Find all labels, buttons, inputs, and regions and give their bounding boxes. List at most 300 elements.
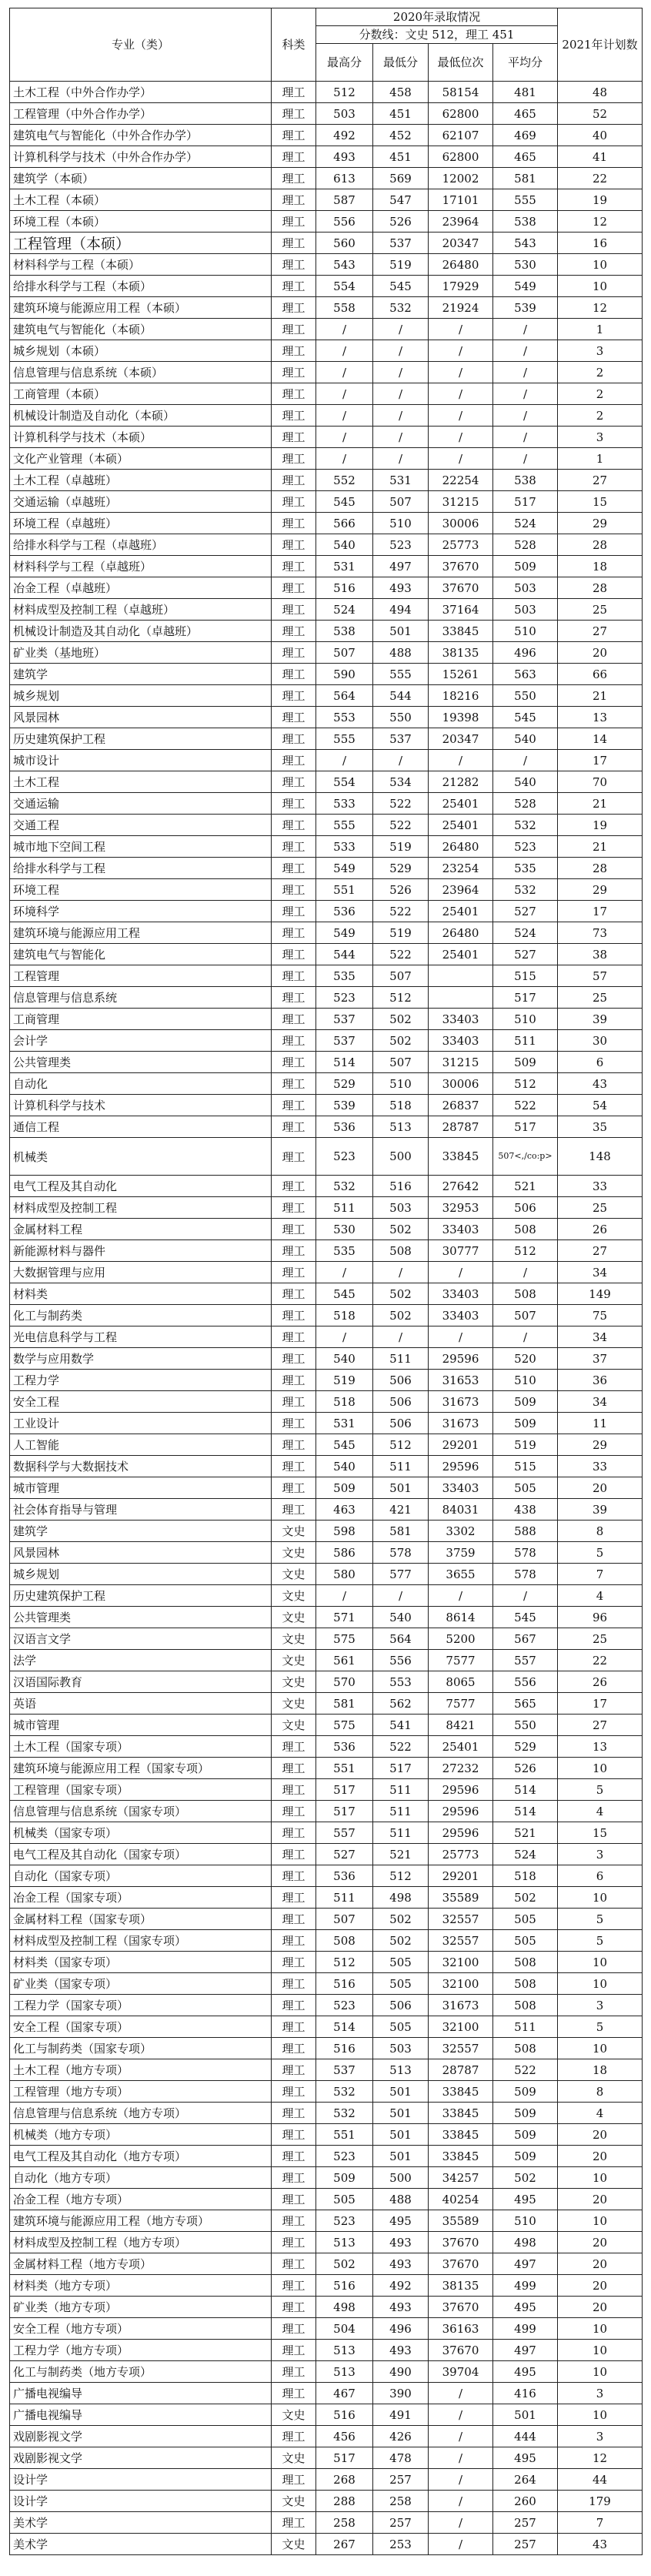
cell-max: 514 bbox=[316, 2016, 373, 2038]
cell-subject: 理工 bbox=[272, 513, 316, 534]
cell-avg: 444 bbox=[493, 2426, 558, 2447]
cell-max: 549 bbox=[316, 922, 373, 944]
cell-max: 587 bbox=[316, 189, 373, 211]
cell-subject: 理工 bbox=[272, 2210, 316, 2232]
cell-max: 512 bbox=[316, 82, 373, 103]
cell-min: 258 bbox=[373, 2491, 429, 2512]
cell-max: 552 bbox=[316, 470, 373, 491]
cell-max: 536 bbox=[316, 901, 373, 922]
cell-min: 257 bbox=[373, 2512, 429, 2534]
cell-major: 给排水科学与工程 bbox=[10, 858, 272, 879]
cell-avg: 515 bbox=[493, 1456, 558, 1477]
cell-major: 矿业类（国家专项） bbox=[10, 1973, 272, 1995]
cell-rank: / bbox=[429, 383, 493, 405]
cell-avg: 499 bbox=[493, 2318, 558, 2340]
cell-major: 工商管理（本硕） bbox=[10, 383, 272, 405]
cell-major: 公共管理类 bbox=[10, 1052, 272, 1073]
table-row bbox=[10, 276, 643, 297]
cell-major: 计算机科学与技术 bbox=[10, 1095, 272, 1116]
cell-avg: 465 bbox=[493, 146, 558, 168]
cell-max: 517 bbox=[316, 1801, 373, 1822]
cell-avg: 509 bbox=[493, 2103, 558, 2124]
table-row bbox=[10, 319, 643, 340]
table-row bbox=[10, 1628, 643, 1650]
cell-avg: 509 bbox=[493, 556, 558, 577]
cell-major: 安全工程 bbox=[10, 1391, 272, 1413]
cell-subject: 理工 bbox=[272, 987, 316, 1009]
cell-max: 288 bbox=[316, 2491, 373, 2512]
cell-subject: 理工 bbox=[272, 534, 316, 556]
cell-major: 设计学 bbox=[10, 2491, 272, 2512]
cell-plan: 28 bbox=[558, 577, 643, 599]
cell-max: 575 bbox=[316, 1628, 373, 1650]
cell-min: / bbox=[373, 405, 429, 427]
cell-max: 516 bbox=[316, 2038, 373, 2059]
cell-subject: 理工 bbox=[272, 2361, 316, 2383]
cell-subject: 文史 bbox=[272, 1521, 316, 1542]
cell-max: 551 bbox=[316, 1758, 373, 1779]
cell-major: 社会体育指导与管理 bbox=[10, 1499, 272, 1521]
cell-plan: 8 bbox=[558, 2081, 643, 2103]
cell-rank: 8065 bbox=[429, 1671, 493, 1693]
table-row bbox=[10, 146, 643, 168]
cell-major: 信息管理与信息系统（本硕） bbox=[10, 362, 272, 383]
cell-max: 498 bbox=[316, 2297, 373, 2318]
table-row bbox=[10, 2275, 643, 2297]
cell-min: 496 bbox=[373, 2318, 429, 2340]
table-row bbox=[10, 1030, 643, 1052]
cell-avg: 505 bbox=[493, 1477, 558, 1499]
cell-avg: 508 bbox=[493, 1219, 558, 1240]
cell-min: 522 bbox=[373, 944, 429, 965]
cell-subject: 理工 bbox=[272, 2297, 316, 2318]
table-row bbox=[10, 2491, 643, 2512]
cell-avg: / bbox=[493, 1326, 558, 1348]
cell-subject: 理工 bbox=[272, 211, 316, 233]
cell-avg: 514 bbox=[493, 1801, 558, 1822]
cell-rank: 12002 bbox=[429, 168, 493, 189]
cell-max: 537 bbox=[316, 1009, 373, 1030]
table-row bbox=[10, 793, 643, 815]
cell-plan: 25 bbox=[558, 599, 643, 621]
cell-rank: 25401 bbox=[429, 815, 493, 836]
cell-max: 507 bbox=[316, 1909, 373, 1930]
cell-max: / bbox=[316, 448, 373, 470]
cell-max: / bbox=[316, 1585, 373, 1607]
cell-rank: 17929 bbox=[429, 276, 493, 297]
cell-major: 工商管理 bbox=[10, 1009, 272, 1030]
cell-subject: 文史 bbox=[272, 2534, 316, 2555]
cell-min: 502 bbox=[373, 1305, 429, 1326]
cell-min: / bbox=[373, 1262, 429, 1283]
cell-plan: 28 bbox=[558, 534, 643, 556]
table-row bbox=[10, 707, 643, 728]
cell-subject: 理工 bbox=[272, 1413, 316, 1434]
cell-min: 577 bbox=[373, 1564, 429, 1585]
cell-avg: 550 bbox=[493, 1715, 558, 1736]
cell-major: 设计学 bbox=[10, 2469, 272, 2491]
cell-min: 512 bbox=[373, 987, 429, 1009]
cell-avg: 532 bbox=[493, 815, 558, 836]
cell-plan: 75 bbox=[558, 1305, 643, 1326]
cell-avg: / bbox=[493, 319, 558, 340]
table-row bbox=[10, 987, 643, 1009]
cell-major: 大数据管理与应用 bbox=[10, 1262, 272, 1283]
cell-min: 501 bbox=[373, 2146, 429, 2167]
cell-rank: 7577 bbox=[429, 1650, 493, 1671]
cell-rank: 62107 bbox=[429, 125, 493, 146]
cell-rank: 21924 bbox=[429, 297, 493, 319]
cell-rank: / bbox=[429, 2534, 493, 2555]
cell-plan: 54 bbox=[558, 1095, 643, 1116]
cell-plan: 20 bbox=[558, 2275, 643, 2297]
cell-min: 257 bbox=[373, 2469, 429, 2491]
table-row bbox=[10, 1434, 643, 1456]
cell-min: 507 bbox=[373, 491, 429, 513]
table-row bbox=[10, 2016, 643, 2038]
cell-avg: 578 bbox=[493, 1542, 558, 1564]
cell-min: 522 bbox=[373, 901, 429, 922]
cell-plan: 10 bbox=[558, 1758, 643, 1779]
table-row bbox=[10, 2426, 643, 2447]
cell-major: 城乡规划 bbox=[10, 685, 272, 707]
table-row bbox=[10, 362, 643, 383]
cell-max: 509 bbox=[316, 2167, 373, 2189]
cell-rank: / bbox=[429, 750, 493, 771]
cell-max: 538 bbox=[316, 621, 373, 642]
cell-min: 569 bbox=[373, 168, 429, 189]
cell-rank: 33403 bbox=[429, 1477, 493, 1499]
cell-min: 522 bbox=[373, 793, 429, 815]
cell-max: 493 bbox=[316, 146, 373, 168]
cell-rank: 33845 bbox=[429, 1138, 493, 1176]
cell-plan: 48 bbox=[558, 82, 643, 103]
cell-major: 工程管理（本硕） bbox=[10, 233, 272, 254]
cell-plan: 13 bbox=[558, 707, 643, 728]
cell-min: / bbox=[373, 319, 429, 340]
cell-major: 戏剧影视文学 bbox=[10, 2426, 272, 2447]
table-row bbox=[10, 2124, 643, 2146]
cell-max: 523 bbox=[316, 1995, 373, 2016]
cell-plan: 17 bbox=[558, 1693, 643, 1715]
cell-avg: 501 bbox=[493, 2404, 558, 2426]
cell-avg: 517 bbox=[493, 491, 558, 513]
cell-max: 581 bbox=[316, 1693, 373, 1715]
cell-rank: / bbox=[429, 340, 493, 362]
table-row bbox=[10, 448, 643, 470]
cell-min: 501 bbox=[373, 621, 429, 642]
cell-min: 501 bbox=[373, 2103, 429, 2124]
cell-major: 材料类（国家专项） bbox=[10, 1952, 272, 1973]
cell-rank: / bbox=[429, 405, 493, 427]
cell-avg: 510 bbox=[493, 2210, 558, 2232]
cell-major: 土木工程（本硕） bbox=[10, 189, 272, 211]
cell-plan: 44 bbox=[558, 2469, 643, 2491]
cell-min: 493 bbox=[373, 2232, 429, 2253]
cell-plan: 22 bbox=[558, 168, 643, 189]
cell-rank: 31653 bbox=[429, 1370, 493, 1391]
table-row bbox=[10, 2146, 643, 2167]
cell-plan: 149 bbox=[558, 1283, 643, 1305]
cell-min: 500 bbox=[373, 1138, 429, 1176]
cell-subject: 理工 bbox=[272, 1477, 316, 1499]
cell-subject: 理工 bbox=[272, 879, 316, 901]
cell-subject: 理工 bbox=[272, 1305, 316, 1326]
table-row bbox=[10, 1370, 643, 1391]
cell-min: 493 bbox=[373, 2340, 429, 2361]
cell-subject: 理工 bbox=[272, 2426, 316, 2447]
cell-min: 426 bbox=[373, 2426, 429, 2447]
cell-subject: 文史 bbox=[272, 2447, 316, 2469]
cell-max: 555 bbox=[316, 815, 373, 836]
cell-min: / bbox=[373, 448, 429, 470]
cell-rank: 37670 bbox=[429, 2297, 493, 2318]
cell-major: 计算机科学与技术（中外合作办学） bbox=[10, 146, 272, 168]
cell-min: 517 bbox=[373, 1758, 429, 1779]
cell-avg: 578 bbox=[493, 1564, 558, 1585]
cell-max: 513 bbox=[316, 2340, 373, 2361]
table-row bbox=[10, 2318, 643, 2340]
table-row bbox=[10, 103, 643, 125]
cell-max: 564 bbox=[316, 685, 373, 707]
cell-min: 556 bbox=[373, 1650, 429, 1671]
cell-avg: 524 bbox=[493, 1844, 558, 1865]
table-row bbox=[10, 340, 643, 362]
header-score-line: 分数线：文史 512，理工 451 bbox=[316, 26, 558, 44]
cell-subject: 理工 bbox=[272, 2383, 316, 2404]
header-subject: 科类 bbox=[272, 8, 316, 82]
cell-subject: 理工 bbox=[272, 1434, 316, 1456]
cell-major: 城市地下空间工程 bbox=[10, 836, 272, 858]
cell-plan: 3 bbox=[558, 1995, 643, 2016]
cell-subject: 理工 bbox=[272, 2038, 316, 2059]
cell-avg: 521 bbox=[493, 1822, 558, 1844]
table-row bbox=[10, 1477, 643, 1499]
cell-max: 580 bbox=[316, 1564, 373, 1585]
cell-plan: 14 bbox=[558, 728, 643, 750]
table-row bbox=[10, 556, 643, 577]
table-row bbox=[10, 1909, 643, 1930]
cell-subject: 理工 bbox=[272, 1326, 316, 1348]
cell-major: 工程力学（地方专项） bbox=[10, 2340, 272, 2361]
cell-rank: 27642 bbox=[429, 1176, 493, 1197]
cell-subject: 理工 bbox=[272, 491, 316, 513]
table-row bbox=[10, 2059, 643, 2081]
cell-major: 工程力学（国家专项） bbox=[10, 1995, 272, 2016]
table-row bbox=[10, 1607, 643, 1628]
cell-rank: 38135 bbox=[429, 2275, 493, 2297]
cell-rank: 35589 bbox=[429, 2210, 493, 2232]
table-row bbox=[10, 815, 643, 836]
cell-avg: 517 bbox=[493, 987, 558, 1009]
table-row bbox=[10, 1197, 643, 1219]
cell-plan: 26 bbox=[558, 1219, 643, 1240]
cell-rank: 62800 bbox=[429, 146, 493, 168]
table-row bbox=[10, 2340, 643, 2361]
cell-min: 540 bbox=[373, 1607, 429, 1628]
cell-rank: 33403 bbox=[429, 1219, 493, 1240]
cell-major: 建筑学（本硕） bbox=[10, 168, 272, 189]
table-row bbox=[10, 534, 643, 556]
cell-rank: 58154 bbox=[429, 82, 493, 103]
cell-min: 544 bbox=[373, 685, 429, 707]
cell-max: 516 bbox=[316, 1973, 373, 1995]
cell-avg: 530 bbox=[493, 254, 558, 276]
cell-avg: 563 bbox=[493, 664, 558, 685]
cell-min: 502 bbox=[373, 1930, 429, 1952]
cell-max: 508 bbox=[316, 1930, 373, 1952]
table-row bbox=[10, 2361, 643, 2383]
cell-subject: 文史 bbox=[272, 1693, 316, 1715]
cell-max: 531 bbox=[316, 1413, 373, 1434]
cell-avg: 526 bbox=[493, 1758, 558, 1779]
cell-subject: 理工 bbox=[272, 448, 316, 470]
cell-plan: 10 bbox=[558, 2210, 643, 2232]
cell-avg: 508 bbox=[493, 2038, 558, 2059]
cell-subject: 理工 bbox=[272, 189, 316, 211]
table-row bbox=[10, 82, 643, 103]
cell-plan: 10 bbox=[558, 1952, 643, 1973]
cell-plan: 39 bbox=[558, 1499, 643, 1521]
cell-plan: 2 bbox=[558, 405, 643, 427]
cell-rank: 31673 bbox=[429, 1391, 493, 1413]
cell-rank: 32953 bbox=[429, 1197, 493, 1219]
cell-subject: 理工 bbox=[272, 599, 316, 621]
cell-plan: 20 bbox=[558, 2146, 643, 2167]
cell-max: 560 bbox=[316, 233, 373, 254]
cell-subject: 理工 bbox=[272, 1391, 316, 1413]
table-row bbox=[10, 1009, 643, 1030]
cell-subject: 理工 bbox=[272, 2189, 316, 2210]
cell-avg: 497 bbox=[493, 2340, 558, 2361]
cell-avg: 510 bbox=[493, 1009, 558, 1030]
cell-subject: 理工 bbox=[272, 1197, 316, 1219]
table-row bbox=[10, 1052, 643, 1073]
cell-plan: 13 bbox=[558, 1736, 643, 1758]
cell-min: 421 bbox=[373, 1499, 429, 1521]
cell-plan: 34 bbox=[558, 1262, 643, 1283]
table-row bbox=[10, 2469, 643, 2491]
cell-major: 电气工程及其自动化（国家专项） bbox=[10, 1844, 272, 1865]
cell-major: 环境工程（本硕） bbox=[10, 211, 272, 233]
table-row bbox=[10, 1844, 643, 1865]
cell-max: 467 bbox=[316, 2383, 373, 2404]
cell-subject: 理工 bbox=[272, 793, 316, 815]
cell-major: 电气工程及其自动化 bbox=[10, 1176, 272, 1197]
cell-min: / bbox=[373, 1326, 429, 1348]
cell-rank: 39704 bbox=[429, 2361, 493, 2383]
cell-major: 美术学 bbox=[10, 2512, 272, 2534]
cell-subject: 理工 bbox=[272, 82, 316, 103]
cell-major: 数学与应用数学 bbox=[10, 1348, 272, 1370]
cell-major: 金属材料工程（地方专项） bbox=[10, 2253, 272, 2275]
cell-rank: / bbox=[429, 1326, 493, 1348]
cell-major: 汉语国际教育 bbox=[10, 1671, 272, 1693]
cell-plan: 3 bbox=[558, 1844, 643, 1865]
table-row bbox=[10, 599, 643, 621]
cell-max: 518 bbox=[316, 1391, 373, 1413]
cell-min: 451 bbox=[373, 103, 429, 125]
cell-min: 513 bbox=[373, 2059, 429, 2081]
cell-max: 529 bbox=[316, 1073, 373, 1095]
cell-min: 510 bbox=[373, 513, 429, 534]
cell-rank: 84031 bbox=[429, 1499, 493, 1521]
cell-avg: 556 bbox=[493, 1671, 558, 1693]
cell-plan: 27 bbox=[558, 470, 643, 491]
cell-rank: 26480 bbox=[429, 254, 493, 276]
cell-avg: 503 bbox=[493, 599, 558, 621]
cell-subject: 理工 bbox=[272, 254, 316, 276]
cell-min: 502 bbox=[373, 1219, 429, 1240]
table-row bbox=[10, 2210, 643, 2232]
cell-major: 汉语言文学 bbox=[10, 1628, 272, 1650]
cell-avg: 508 bbox=[493, 1283, 558, 1305]
cell-rank: 33403 bbox=[429, 1305, 493, 1326]
cell-major: 广播电视编导 bbox=[10, 2383, 272, 2404]
cell-subject: 理工 bbox=[272, 965, 316, 987]
cell-subject: 理工 bbox=[272, 685, 316, 707]
cell-min: 492 bbox=[373, 2275, 429, 2297]
cell-max: 517 bbox=[316, 1779, 373, 1801]
cell-rank: 37670 bbox=[429, 2253, 493, 2275]
table-row bbox=[10, 858, 643, 879]
cell-rank: 33403 bbox=[429, 1283, 493, 1305]
cell-max: 533 bbox=[316, 836, 373, 858]
cell-max: 598 bbox=[316, 1521, 373, 1542]
cell-avg: 503 bbox=[493, 577, 558, 599]
table-row bbox=[10, 125, 643, 146]
cell-rank: 28787 bbox=[429, 2059, 493, 2081]
cell-subject: 理工 bbox=[272, 1887, 316, 1909]
cell-major: 材料成型及控制工程（地方专项） bbox=[10, 2232, 272, 2253]
cell-subject: 理工 bbox=[272, 1262, 316, 1283]
cell-avg: 509 bbox=[493, 2146, 558, 2167]
table-row bbox=[10, 1413, 643, 1434]
cell-min: 503 bbox=[373, 2038, 429, 2059]
cell-subject: 理工 bbox=[272, 1283, 316, 1305]
cell-plan: 38 bbox=[558, 944, 643, 965]
cell-min: 506 bbox=[373, 1391, 429, 1413]
table-row bbox=[10, 168, 643, 189]
cell-max: 540 bbox=[316, 1456, 373, 1477]
table-row bbox=[10, 2081, 643, 2103]
cell-major: 材料成型及控制工程（卓越班） bbox=[10, 599, 272, 621]
cell-rank: 36163 bbox=[429, 2318, 493, 2340]
cell-max: 535 bbox=[316, 1240, 373, 1262]
cell-major: 历史建筑保护工程 bbox=[10, 728, 272, 750]
cell-rank: 29596 bbox=[429, 1801, 493, 1822]
table-row bbox=[10, 1240, 643, 1262]
cell-subject: 理工 bbox=[272, 1758, 316, 1779]
cell-max: 518 bbox=[316, 1305, 373, 1326]
table-row bbox=[10, 1865, 643, 1887]
cell-subject: 理工 bbox=[272, 1176, 316, 1197]
table-row bbox=[10, 621, 643, 642]
cell-max: 492 bbox=[316, 125, 373, 146]
cell-avg: 527 bbox=[493, 944, 558, 965]
cell-rank: 30777 bbox=[429, 1240, 493, 1262]
cell-rank: 25401 bbox=[429, 793, 493, 815]
cell-subject: 理工 bbox=[272, 2124, 316, 2146]
cell-avg: 540 bbox=[493, 728, 558, 750]
cell-max: 533 bbox=[316, 793, 373, 815]
table-row bbox=[10, 664, 643, 685]
cell-rank: 33845 bbox=[429, 621, 493, 642]
cell-rank: 37164 bbox=[429, 599, 493, 621]
table-row bbox=[10, 1671, 643, 1693]
cell-subject: 文史 bbox=[272, 1564, 316, 1585]
cell-max: 456 bbox=[316, 2426, 373, 2447]
